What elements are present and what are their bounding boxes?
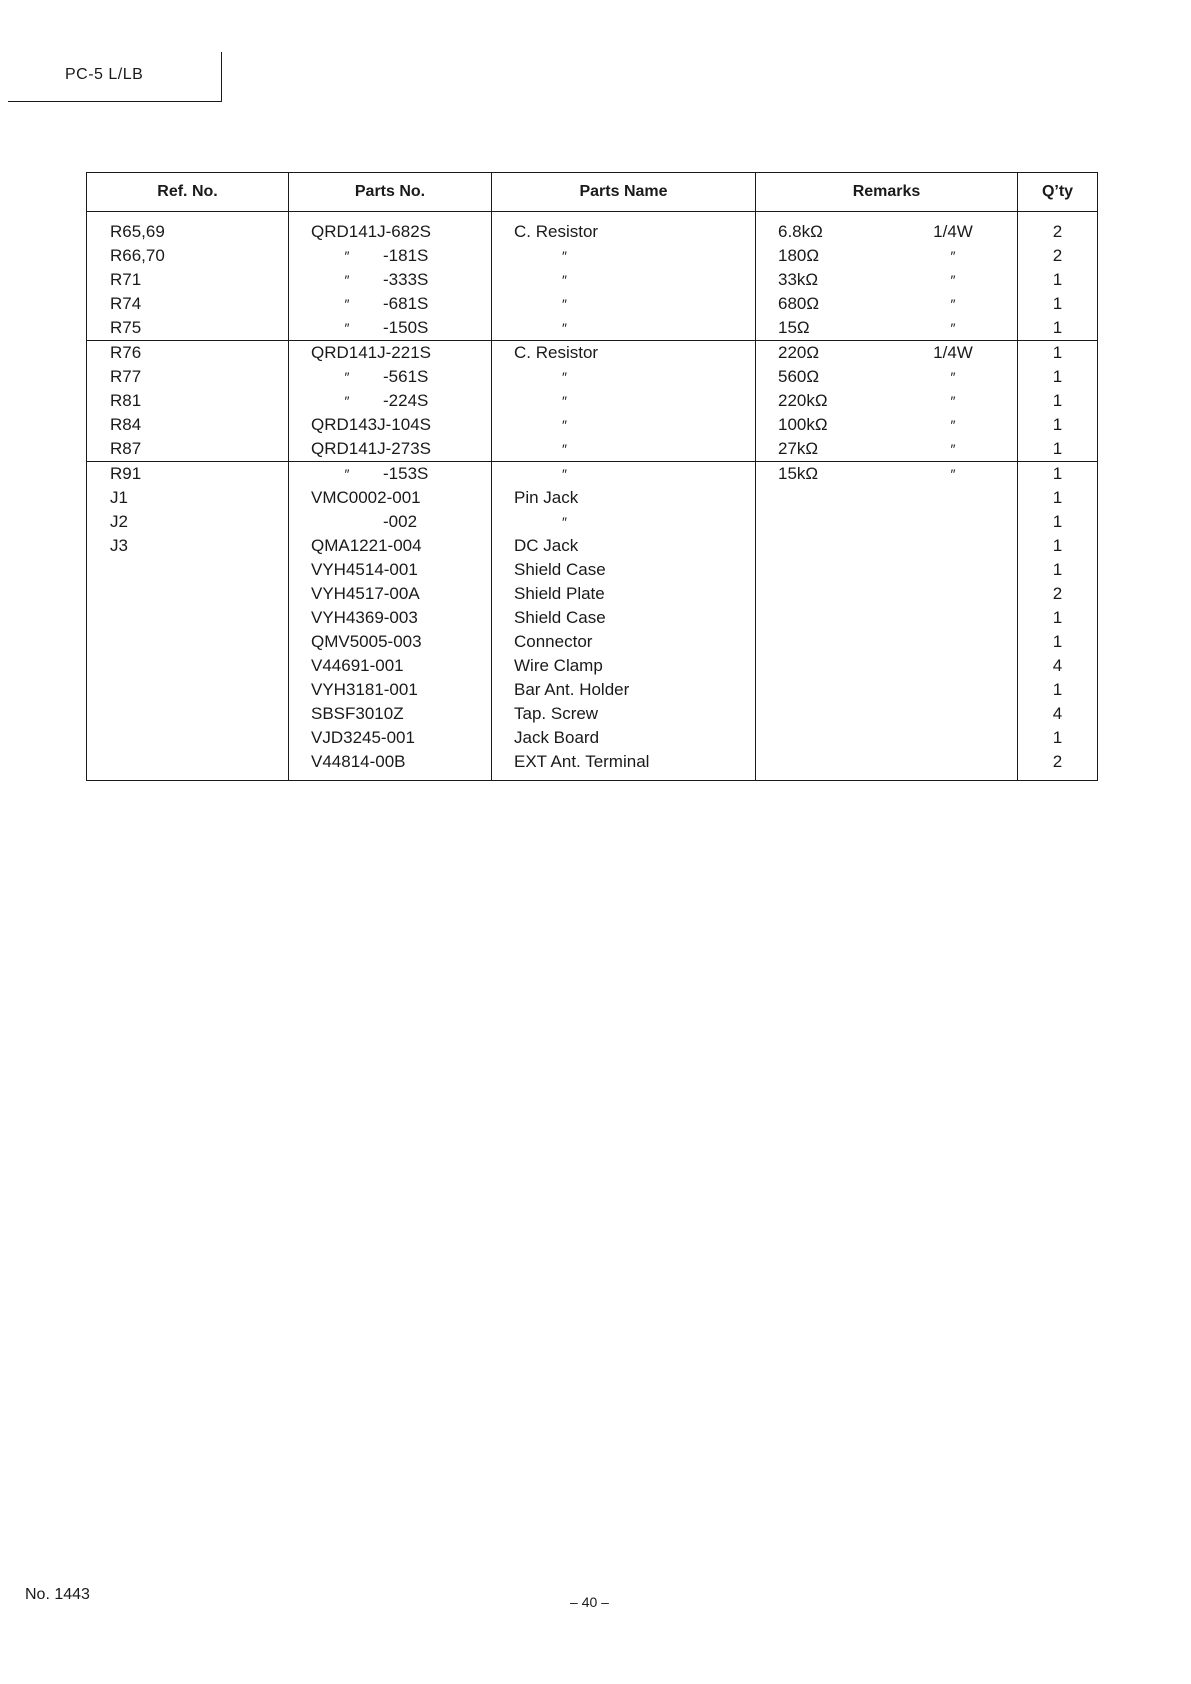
parts-number-text: QMV5005-003 <box>311 632 422 651</box>
parts-name-text: ″ <box>562 514 567 530</box>
wattage-value: ″ <box>950 466 956 482</box>
cell-ref-no <box>87 726 289 750</box>
cell-remarks <box>756 654 1018 678</box>
cell-ref-no: R76 <box>87 341 289 366</box>
cell-qty: 4 <box>1018 654 1098 678</box>
cell-parts-name <box>492 389 756 413</box>
ditto-mark: ″ <box>344 272 350 288</box>
cell-remarks <box>756 268 1018 292</box>
cell-qty: 1 <box>1018 534 1098 558</box>
cell-remarks <box>756 413 1018 437</box>
cell-parts-no <box>289 268 492 292</box>
cell-parts-no <box>289 316 492 341</box>
parts-number-text: QRD141J-682S <box>311 222 432 241</box>
resistance-value: 560Ω <box>778 367 820 386</box>
wattage-value: 1/4W <box>933 222 973 241</box>
cell-parts-name <box>492 558 756 582</box>
column-header-parts-no: Parts No. <box>289 173 492 212</box>
parts-number-text: SBSF3010Z <box>311 704 404 723</box>
cell-ref-no: R77 <box>87 365 289 389</box>
ditto-mark: ″ <box>344 296 350 312</box>
parts-name-text: Shield Case <box>514 560 606 579</box>
cell-remarks <box>756 606 1018 630</box>
cell-ref-no: R87 <box>87 437 289 462</box>
table-row <box>87 606 1098 630</box>
cell-qty: 1 <box>1018 726 1098 750</box>
table-row <box>87 678 1098 702</box>
cell-parts-no <box>289 702 492 726</box>
cell-remarks <box>756 212 1018 245</box>
column-header-parts-name: Parts Name <box>492 173 756 212</box>
ditto-mark: ″ <box>344 393 350 409</box>
cell-parts-no <box>289 678 492 702</box>
parts-number-text: VMC0002-001 <box>311 488 421 507</box>
cell-parts-name <box>492 678 756 702</box>
ditto-mark: ″ <box>344 466 350 482</box>
table-row <box>87 365 1098 389</box>
cell-parts-no <box>289 244 492 268</box>
cell-parts-name <box>492 486 756 510</box>
cell-parts-name <box>492 316 756 341</box>
cell-ref-no: J3 <box>87 534 289 558</box>
parts-number-text: V44814-00B <box>311 752 406 771</box>
page-number-wrapper <box>0 1594 1191 1610</box>
cell-ref-no: J2 <box>87 510 289 534</box>
cell-qty: 1 <box>1018 606 1098 630</box>
cell-qty: 1 <box>1018 413 1098 437</box>
cell-parts-name <box>492 268 756 292</box>
table-row <box>87 558 1098 582</box>
parts-name-text: ″ <box>562 320 567 336</box>
wattage-value: ″ <box>950 296 956 312</box>
cell-ref-no: R84 <box>87 413 289 437</box>
parts-list-table <box>86 172 1098 781</box>
cell-remarks <box>756 462 1018 487</box>
cell-qty: 1 <box>1018 292 1098 316</box>
table-row <box>87 702 1098 726</box>
wattage-value: ″ <box>950 417 956 433</box>
parts-name-text: Bar Ant. Holder <box>514 680 630 699</box>
cell-remarks <box>756 702 1018 726</box>
parts-number-text: QRD141J-273S <box>311 439 432 458</box>
parts-number-text: -333S <box>383 270 429 289</box>
ditto-mark: ″ <box>344 248 350 264</box>
column-header-qty: Q’ty <box>1018 173 1098 212</box>
cell-parts-no <box>289 630 492 654</box>
parts-number-text: QRD141J-221S <box>311 343 432 362</box>
cell-qty: 1 <box>1018 510 1098 534</box>
cell-remarks <box>756 750 1018 781</box>
cell-qty: 1 <box>1018 365 1098 389</box>
parts-name-text: ″ <box>562 417 567 433</box>
model-header-box <box>8 52 222 102</box>
cell-parts-no <box>289 292 492 316</box>
cell-ref-no: R75 <box>87 316 289 341</box>
cell-parts-name <box>492 606 756 630</box>
cell-parts-name <box>492 630 756 654</box>
parts-name-text: ″ <box>562 466 567 482</box>
cell-parts-no <box>289 534 492 558</box>
column-header-remarks: Remarks <box>756 173 1018 212</box>
table-row <box>87 437 1098 462</box>
cell-ref-no <box>87 654 289 678</box>
cell-remarks <box>756 510 1018 534</box>
cell-ref-no <box>87 582 289 606</box>
cell-parts-name <box>492 510 756 534</box>
parts-name-text: Jack Board <box>514 728 600 747</box>
parts-number-text: QRD143J-104S <box>311 415 432 434</box>
parts-number-text: VYH4514-001 <box>311 560 418 579</box>
parts-name-text: Tap. Screw <box>514 704 599 723</box>
table-row <box>87 582 1098 606</box>
parts-number-text: -181S <box>383 246 429 265</box>
cell-parts-name <box>492 654 756 678</box>
parts-name-text: C. Resistor <box>514 222 599 241</box>
parts-name-text: ″ <box>562 296 567 312</box>
cell-parts-name <box>492 244 756 268</box>
parts-number-text: -153S <box>383 464 429 483</box>
parts-name-text: ″ <box>562 248 567 264</box>
cell-parts-name <box>492 365 756 389</box>
cell-parts-no <box>289 510 492 534</box>
cell-ref-no: J1 <box>87 486 289 510</box>
table-row <box>87 486 1098 510</box>
cell-parts-name <box>492 413 756 437</box>
cell-parts-no <box>289 582 492 606</box>
table-row <box>87 212 1098 245</box>
cell-remarks <box>756 726 1018 750</box>
cell-ref-no <box>87 750 289 781</box>
cell-qty: 2 <box>1018 750 1098 781</box>
cell-parts-name <box>492 702 756 726</box>
cell-qty: 2 <box>1018 582 1098 606</box>
resistance-value: 220kΩ <box>778 391 828 410</box>
ditto-mark: ″ <box>344 320 350 336</box>
cell-parts-no <box>289 750 492 781</box>
table-row <box>87 510 1098 534</box>
parts-name-text: EXT Ant. Terminal <box>514 752 650 771</box>
cell-remarks <box>756 437 1018 462</box>
cell-ref-no <box>87 630 289 654</box>
model-label: PC-5 L/LB <box>65 66 144 83</box>
parts-number-text: VJD3245-001 <box>311 728 415 747</box>
table-row <box>87 654 1098 678</box>
resistance-value: 27kΩ <box>778 439 819 458</box>
parts-number-text: QMA1221-004 <box>311 536 422 555</box>
ditto-mark: ″ <box>344 369 350 385</box>
cell-parts-no <box>289 654 492 678</box>
wattage-value: ″ <box>950 393 956 409</box>
cell-parts-no <box>289 558 492 582</box>
resistance-value: 33kΩ <box>778 270 819 289</box>
wattage-value: ″ <box>950 248 956 264</box>
cell-ref-no: R65,69 <box>87 212 289 245</box>
parts-number-text: -150S <box>383 318 429 337</box>
cell-ref-no: R74 <box>87 292 289 316</box>
cell-parts-name <box>492 341 756 366</box>
cell-remarks <box>756 244 1018 268</box>
cell-remarks <box>756 558 1018 582</box>
parts-number-text: VYH4369-003 <box>311 608 418 627</box>
cell-remarks <box>756 341 1018 366</box>
cell-ref-no <box>87 702 289 726</box>
table-row <box>87 389 1098 413</box>
parts-number-text: V44691-001 <box>311 656 404 675</box>
cell-qty: 1 <box>1018 678 1098 702</box>
cell-ref-no: R81 <box>87 389 289 413</box>
cell-parts-name <box>492 212 756 245</box>
cell-remarks <box>756 630 1018 654</box>
cell-qty: 1 <box>1018 630 1098 654</box>
parts-name-text: ″ <box>562 272 567 288</box>
column-header-ref-no: Ref. No. <box>87 173 289 212</box>
cell-qty: 1 <box>1018 268 1098 292</box>
parts-name-text: Connector <box>514 632 593 651</box>
cell-ref-no: R66,70 <box>87 244 289 268</box>
cell-parts-name <box>492 750 756 781</box>
cell-parts-no <box>289 437 492 462</box>
resistance-value: 6.8kΩ <box>778 222 823 241</box>
table-header-row <box>87 173 1098 212</box>
wattage-value: ″ <box>950 272 956 288</box>
table-row <box>87 630 1098 654</box>
cell-remarks <box>756 389 1018 413</box>
parts-number-text: -681S <box>383 294 429 313</box>
cell-ref-no <box>87 558 289 582</box>
parts-name-text: C. Resistor <box>514 343 599 362</box>
resistance-value: 180Ω <box>778 246 820 265</box>
parts-name-text: Wire Clamp <box>514 656 603 675</box>
cell-parts-no <box>289 389 492 413</box>
table-row <box>87 316 1098 341</box>
parts-number-text: -561S <box>383 367 429 386</box>
parts-name-text: ″ <box>562 393 567 409</box>
cell-remarks <box>756 486 1018 510</box>
table-row <box>87 341 1098 366</box>
resistance-value: 15Ω <box>778 318 810 337</box>
cell-qty: 1 <box>1018 316 1098 341</box>
cell-remarks <box>756 534 1018 558</box>
cell-parts-name <box>492 726 756 750</box>
cell-parts-no <box>289 486 492 510</box>
resistance-value: 220Ω <box>778 343 820 362</box>
table-row <box>87 244 1098 268</box>
cell-qty: 1 <box>1018 437 1098 462</box>
cell-qty: 1 <box>1018 341 1098 366</box>
cell-parts-name <box>492 582 756 606</box>
table-row <box>87 413 1098 437</box>
cell-remarks <box>756 292 1018 316</box>
table-row <box>87 292 1098 316</box>
parts-name-text: Shield Plate <box>514 584 605 603</box>
cell-qty: 1 <box>1018 462 1098 487</box>
cell-qty: 1 <box>1018 486 1098 510</box>
cell-remarks <box>756 316 1018 341</box>
cell-qty: 4 <box>1018 702 1098 726</box>
table-row <box>87 726 1098 750</box>
parts-name-text: Pin Jack <box>514 488 579 507</box>
cell-ref-no: R71 <box>87 268 289 292</box>
cell-parts-no <box>289 413 492 437</box>
cell-ref-no <box>87 678 289 702</box>
parts-table-body <box>87 212 1098 781</box>
wattage-value: ″ <box>950 369 956 385</box>
parts-number-text: VYH3181-001 <box>311 680 418 699</box>
cell-ref-no <box>87 606 289 630</box>
cell-parts-no <box>289 365 492 389</box>
cell-remarks <box>756 678 1018 702</box>
parts-name-text: Shield Case <box>514 608 606 627</box>
wattage-value: 1/4W <box>933 343 973 362</box>
parts-number-text: -002 <box>383 512 418 531</box>
resistance-value: 100kΩ <box>778 415 828 434</box>
cell-parts-name <box>492 292 756 316</box>
table-row <box>87 534 1098 558</box>
parts-name-text: DC Jack <box>514 536 579 555</box>
cell-qty: 2 <box>1018 244 1098 268</box>
cell-qty: 2 <box>1018 212 1098 245</box>
cell-parts-no <box>289 212 492 245</box>
cell-remarks <box>756 582 1018 606</box>
cell-parts-no <box>289 341 492 366</box>
cell-parts-no <box>289 606 492 630</box>
parts-name-text: ″ <box>562 441 567 457</box>
page-number: – 40 – <box>570 1594 609 1610</box>
cell-parts-no <box>289 726 492 750</box>
cell-qty: 1 <box>1018 389 1098 413</box>
resistance-value: 15kΩ <box>778 464 819 483</box>
cell-ref-no: R91 <box>87 462 289 487</box>
wattage-value: ″ <box>950 320 956 336</box>
cell-remarks <box>756 365 1018 389</box>
cell-parts-name <box>492 437 756 462</box>
parts-number-text: -224S <box>383 391 429 410</box>
document-number: No. 1443 <box>25 1586 90 1603</box>
parts-number-text: VYH4517-00A <box>311 584 420 603</box>
cell-parts-no <box>289 462 492 487</box>
table-row <box>87 462 1098 487</box>
cell-qty: 1 <box>1018 558 1098 582</box>
wattage-value: ″ <box>950 441 956 457</box>
cell-parts-name <box>492 534 756 558</box>
parts-name-text: ″ <box>562 369 567 385</box>
resistance-value: 680Ω <box>778 294 820 313</box>
table-row <box>87 750 1098 781</box>
cell-parts-name <box>492 462 756 487</box>
table-row <box>87 268 1098 292</box>
